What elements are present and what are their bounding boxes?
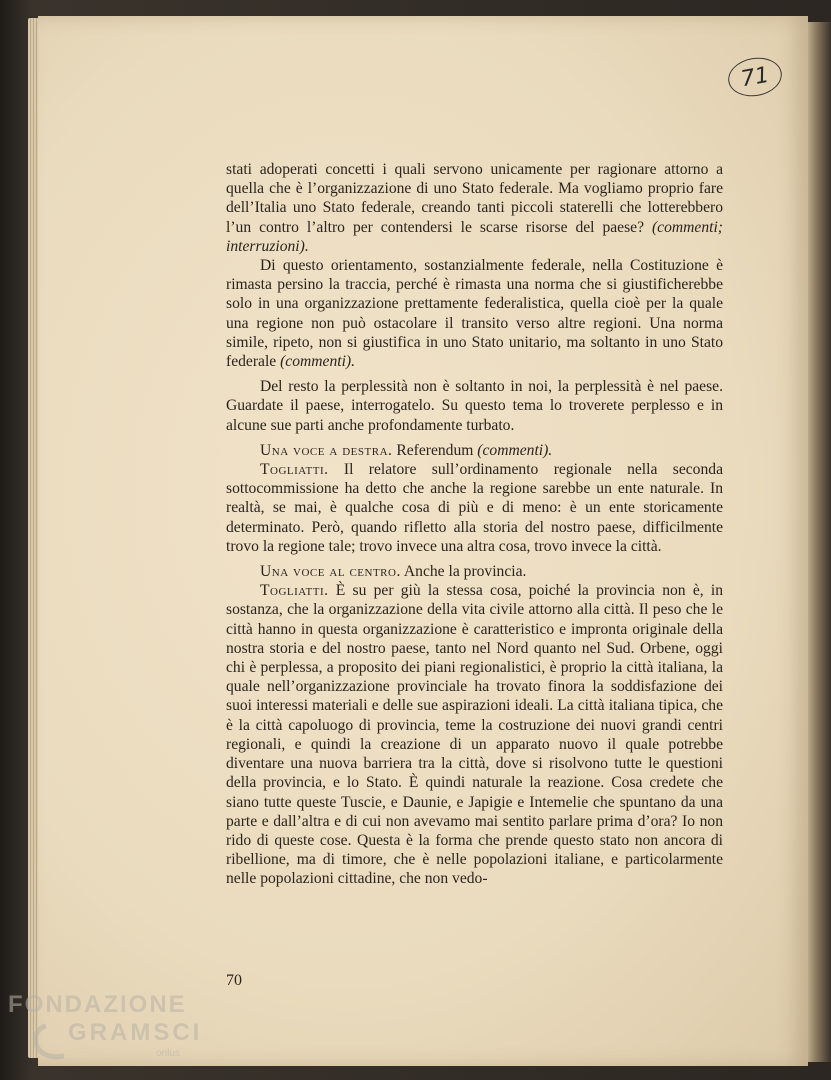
paragraph-3: Del resto la perplessità non è soltanto in noi, la perplessità è nel paese. Guardate il paese, interrogatelo. Su questo tema lo troverete perplesso e in alcune sue parti anche profondamente turbato. — [226, 378, 723, 434]
paragraph-1: stati adoperati concetti i quali servono unicamente per ragionare attorno a quella che è l’organizzazione di uno Stato federale. Ma vogliamo proprio fare dell’Italia uno Stato federale, creando tanti piccoli staterelli che lotterebbero l’un contro l’altro per contendersi le scarse risorse del paese? (commenti; interruzioni). — [226, 161, 723, 255]
book-binding-edge — [806, 22, 831, 1062]
watermark-line-2: GRAMSCI — [68, 1019, 203, 1046]
watermark-line-1: FONDAZIONE — [8, 991, 187, 1018]
watermark-swoosh-icon — [35, 1026, 64, 1057]
handwritten-page-stamp: 71 — [725, 54, 785, 101]
paragraph-2: Di questo orientamento, sostanzialmente federale, nella Costituzione è rimasta persino la traccia, perché è rimasta una norma che si giustificherebbe solo in una organizzazione prettamente federalistica, quella cioè per la quale una regione non può ostacolare il transito verso altre regioni. Una norma simile, ripeto, non si giustifica in uno Stato unitario, ma soltanto in uno Stato federale (commenti). — [226, 257, 723, 371]
paragraph-4: Una voce a destra. Referendum (commenti). — [260, 441, 553, 459]
watermark-line-3: onlus — [156, 1048, 180, 1059]
fondazione-gramsci-watermark — [6, 990, 226, 1070]
paragraph-6: Una voce al centro. Anche la provincia. — [260, 563, 527, 581]
paragraph-5: Togliatti. Il relatore sull’ordinamento regionale nella seconda sottocommissione ha detto che anche la regione sarebbe un ente naturale. In realtà, se mai, è qualche cosa di più e di meno: è un ente storicamente determinato. Però, quando rifletto alla storia del nostro paese, difficilmente trovo la regione tale; trovo invece una altra cosa, trovo invece la città. — [226, 461, 723, 555]
paragraph-7: Togliatti. È su per giù la stessa cosa, poiché la provincia non è, in sostanza, che la organizzazione della vita civile attorno alla città. Il peso che le città hanno in questa organizzazione è caratteristico e impronta originale della nostra storia e del nostro paese, tanto nel Nord quanto nel Sud. Orbene, oggi chi è perplessa, a proposito dei piani regionalistici, è proprio la città italiana, la quale nell’organizzazione provinciale ha trovato finora la soddisfazione dei suoi interessi materiali e delle sue aspirazioni ideali. La città italiana tipica, che è la città capoluogo di provincia, teme la costruzione dei nuovi grandi centri regionali, e quindi la creazione di un apparato nuovo il quale potrebbe diventare una nuova barriera tra la città, dove si risolvono tutte le questioni della provincia, e lo Stato. È quindi naturale la reazione. Cosa credete che siano tutte queste Tuscie, e Daunie, e Japigie e Intemelie che spuntano da una parte e dall’altra e di cui non avevamo mai sentito parlare prima d’ora? Io non rido di queste cose. Questa è la forma che prende questo stato non ancora di ribellione, ma di timore, che è nelle popolazioni italiane, e particolarmente nelle popolazioni cittadine, che non vedo- — [226, 582, 723, 888]
body-text — [226, 160, 723, 889]
page-number: 70 — [226, 972, 242, 989]
